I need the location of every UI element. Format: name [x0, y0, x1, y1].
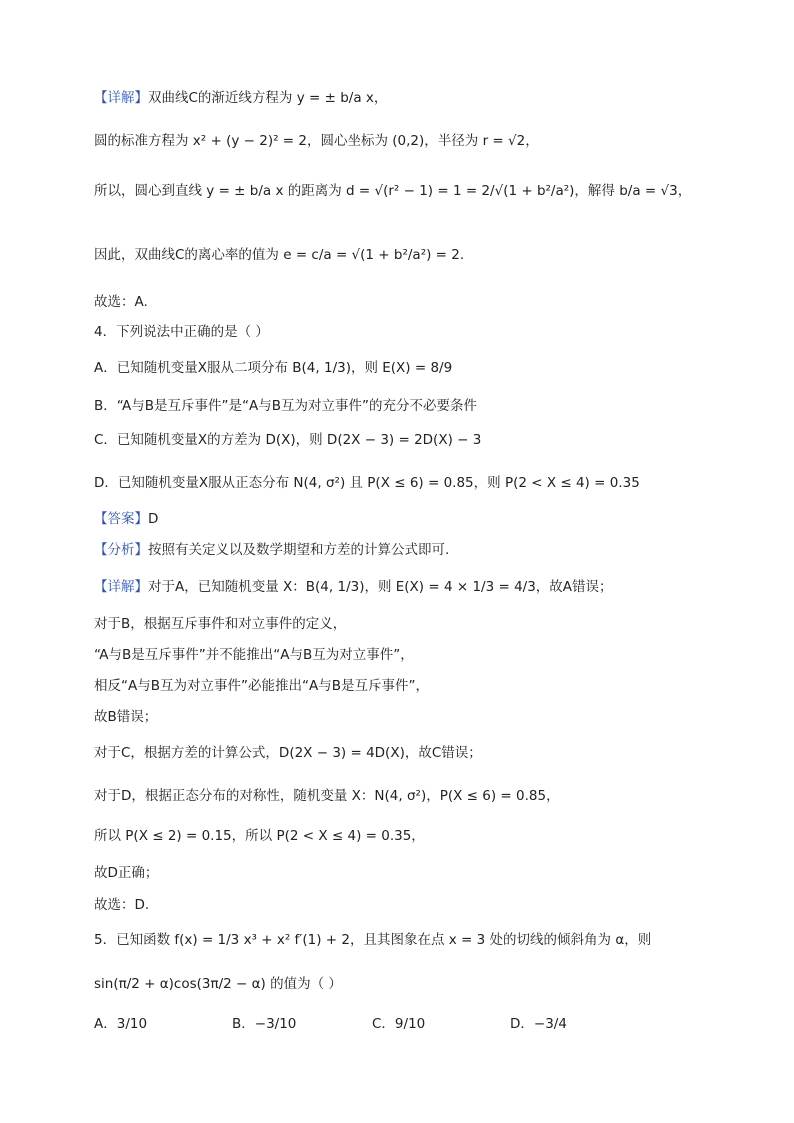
detail-line-1: [94, 577, 613, 597]
detail-line-4: 相反“A与B互为对立事件”必能推出“A与B是互斥事件”，: [94, 678, 429, 694]
solution-line-1: [94, 88, 387, 108]
analysis-text: 按照有关定义以及数学期望和方差的计算公式即可.: [148, 542, 450, 558]
analysis-line: [94, 540, 449, 560]
answer-line: [94, 509, 158, 529]
question-5-option-a: A．3/10: [94, 1016, 148, 1032]
asymptote-text: 双曲线C的渐近线方程为 y = ± b/a x，: [148, 90, 388, 106]
detail-line-10: 故选：D.: [94, 897, 150, 913]
solution-line-2: 圆的标准方程为 x² + (y − 2)² = 2，圆心坐标为 (0,2)，半径为 r = √2，: [94, 133, 539, 149]
question-5-option-d: D．−3/4: [510, 1016, 567, 1032]
question-4-stem: 4．下列说法中正确的是（ ）: [94, 324, 269, 340]
solution-line-3: 所以，圆心到直线 y = ± b/a x 的距离为 d = √(r² − 1) = 1 = 2/√(1 + b²/a²)，解得 b/a = √3，: [94, 183, 692, 199]
question-5-option-b: B．−3/10: [232, 1016, 297, 1032]
answer-tag: 【答案】: [94, 511, 148, 527]
question-4-option-c: C．已知随机变量X的方差为 D(X)，则 D(2X − 3) = 2D(X) − 3: [94, 432, 482, 448]
detail-line-3: “A与B是互斥事件”并不能推出“A与B互为对立事件”，: [94, 647, 414, 663]
question-5-stem-1: 5．已知函数 f(x) = 1/3 x³ + x² f′(1) + 2，且其图象在点 x = 3 处的切线的倾斜角为 α，则: [94, 932, 652, 948]
question-5-stem-2: sin(π/2 + α)cos(3π/2 − α) 的值为（ ）: [94, 976, 342, 992]
detail-text-a: 对于A，已知随机变量 X：B(4, 1/3)，则 E(X) = 4 × 1/3 = 4/3，故A错误；: [148, 579, 613, 595]
question-5-option-c: C．9/10: [372, 1016, 426, 1032]
detail-line-6: 对于C，根据方差的计算公式，D(2X − 3) = 4D(X)，故C错误；: [94, 745, 482, 761]
answer-value: D: [148, 511, 159, 527]
solution-answer-line: 故选：A.: [94, 294, 148, 310]
detail-line-8: 所以 P(X ≤ 2) = 0.15，所以 P(2 < X ≤ 4) = 0.35，: [94, 828, 425, 844]
solution-line-4: 因此，双曲线C的离心率的值为 e = c/a = √(1 + b²/a²) = 2.: [94, 247, 465, 263]
detail-tag-2: 【详解】: [94, 579, 148, 595]
detail-tag: 【详解】: [94, 90, 148, 106]
analysis-tag: 【分析】: [94, 542, 148, 558]
question-4-option-d: D．已知随机变量X服从正态分布 N(4, σ²) 且 P(X ≤ 6) = 0.85，则 P(2 < X ≤ 4) = 0.35: [94, 475, 640, 491]
detail-line-9: 故D正确；: [94, 865, 159, 881]
detail-line-2: 对于B，根据互斥事件和对立事件的定义，: [94, 616, 347, 632]
question-4-option-b: B．“A与B是互斥事件”是“A与B互为对立事件”的充分不必要条件: [94, 398, 477, 414]
question-4-option-a: A．已知随机变量X服从二项分布 B(4, 1/3)，则 E(X) = 8/9: [94, 360, 453, 376]
detail-line-5: 故B错误；: [94, 709, 158, 725]
detail-line-7: 对于D，根据正态分布的对称性，随机变量 X：N(4, σ²)，P(X ≤ 6) = 0.85，: [94, 788, 560, 804]
